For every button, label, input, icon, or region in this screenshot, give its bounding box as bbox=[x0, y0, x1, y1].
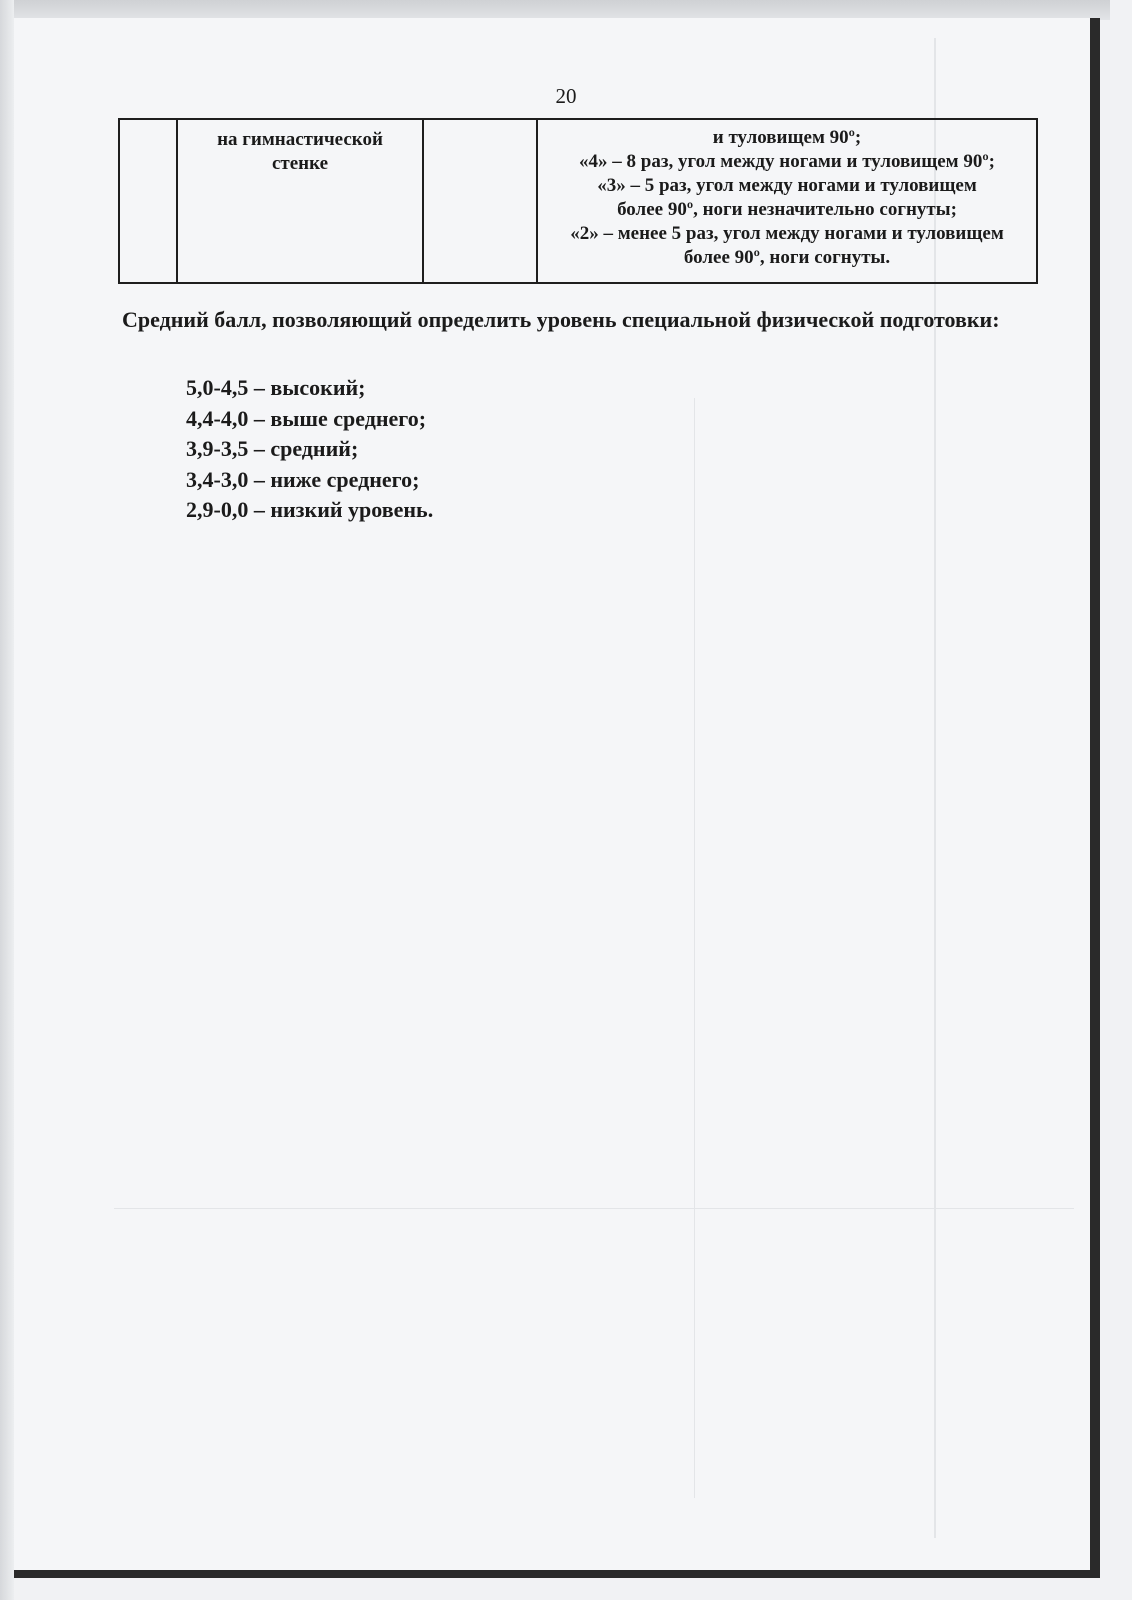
criteria-line: более 90º, ноги незначительно согнуты; bbox=[617, 199, 957, 220]
table-cell-criteria bbox=[537, 119, 1037, 283]
scan-left-edge bbox=[0, 0, 14, 1600]
level-item: 3,4-3,0 – ниже среднего; bbox=[186, 466, 420, 492]
bleed-through-line bbox=[694, 398, 695, 1498]
table-cell-norm bbox=[423, 119, 537, 283]
scan-top-edge bbox=[14, 0, 1110, 20]
criteria-line: и туловищем 90º; bbox=[712, 127, 862, 148]
table-cell-exercise: на гимнастической стенке bbox=[177, 119, 423, 283]
table-cell-number bbox=[119, 119, 177, 283]
criteria-line: «2» – менее 5 раз, угол между ногами и туловищем bbox=[570, 223, 1004, 244]
level-item: 3,9-3,5 – средний; bbox=[186, 436, 359, 461]
criteria-line: «3» – 5 раз, угол между ногами и туловищем bbox=[597, 175, 977, 196]
criteria-table bbox=[118, 118, 1038, 284]
level-item: 2,9-0,0 – низкий уровень. bbox=[186, 497, 434, 522]
level-list bbox=[186, 373, 433, 526]
criteria-line: «4» – 8 раз, угол между ногами и туловищем 90º; bbox=[579, 151, 995, 172]
page-number: 20 bbox=[555, 84, 577, 108]
table-row bbox=[119, 119, 1037, 283]
level-item: 4,4-4,0 – выше среднего; bbox=[186, 405, 427, 431]
bleed-through-line bbox=[114, 1208, 1074, 1209]
criteria-line: более 90º, ноги согнуты. bbox=[683, 247, 891, 268]
level-item: 5,0-4,5 – высокий; bbox=[186, 375, 366, 400]
average-score-paragraph: Средний балл, позволяющий определить уровень специальной физической подготовки: bbox=[122, 307, 1000, 332]
